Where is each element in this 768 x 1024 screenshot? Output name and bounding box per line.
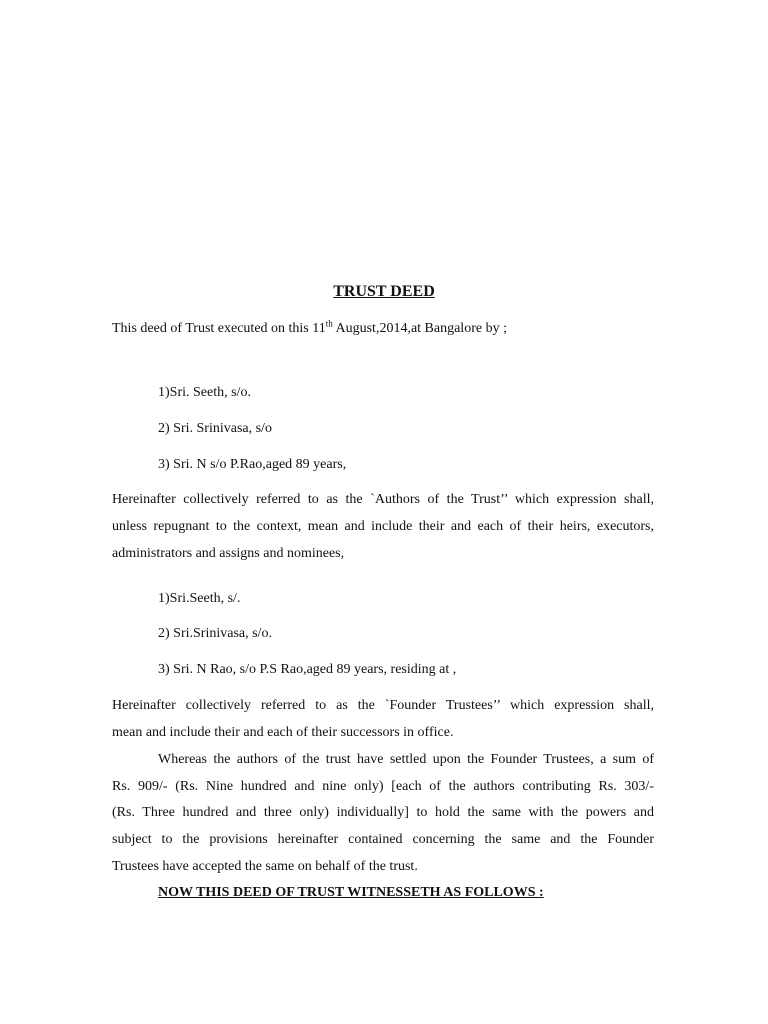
whereas-paragraph-line-5: Trustees have accepted the same on behalf of the trust.	[112, 859, 418, 874]
intro-date-suffix: th	[325, 318, 333, 329]
trustee-item-1: 1)Sri.Seeth, s/.	[158, 591, 241, 606]
whereas-paragraph-line-4: subject to the provisions hereinafter contained concerning the same and the Founder	[112, 832, 654, 847]
whereas-paragraph-line-2: Rs. 909/- (Rs. Nine hundred and nine only) [each of the authors contributing Rs. 303/-	[112, 779, 654, 794]
author-item-2: 2) Sri. Srinivasa, s/o	[158, 421, 272, 436]
intro-text-start: This deed of Trust executed on this 11	[112, 321, 326, 336]
author-item-3: 3) Sri. N s/o P.Rao,aged 89 years,	[158, 457, 347, 472]
author-item-1: 1)Sri. Seeth, s/o.	[158, 385, 251, 400]
witnesseth-heading: NOW THIS DEED OF TRUST WITNESSETH AS FOLLOWS :	[158, 885, 544, 900]
whereas-paragraph-line-1: Whereas the authors of the trust have settled upon the Founder Trustees, a sum of	[158, 752, 654, 767]
trustee-item-3: 3) Sri. N Rao, s/o P.S Rao,aged 89 years, residing at ,	[158, 662, 457, 677]
trustee-item-2: 2) Sri.Srinivasa, s/o.	[158, 626, 272, 641]
authors-paragraph-line-1: Hereinafter collectively referred to as the `Authors of the Trust’’ which expression shall,	[112, 492, 654, 507]
trustees-paragraph-line-2: mean and include their and each of their successors in office.	[112, 725, 454, 740]
authors-paragraph-line-3: administrators and assigns and nominees,	[112, 546, 345, 561]
authors-paragraph-line-2: unless repugnant to the context, mean and include their and each of their heirs, executors,	[112, 519, 654, 534]
intro-text-end: August,2014,at Bangalore by ;	[332, 321, 507, 336]
trustees-paragraph-line-1: Hereinafter collectively referred to as the `Founder Trustees’’ which expression shall,	[112, 698, 654, 713]
whereas-paragraph-line-3: (Rs. Three hundred and three only) individually] to hold the same with the powers and	[112, 805, 654, 820]
document-title: TRUST DEED	[333, 283, 435, 300]
intro-line	[112, 320, 507, 338]
